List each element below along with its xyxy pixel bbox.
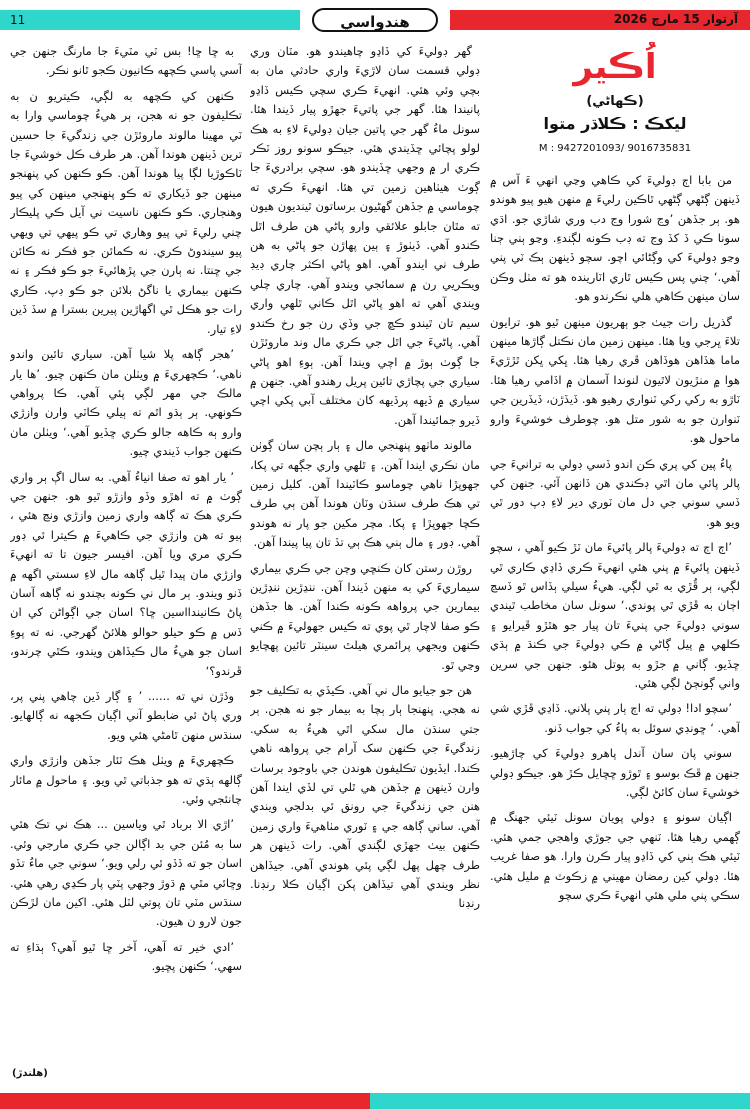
masthead-logo: هندواسي — [312, 8, 438, 32]
continued-marker: (هلندڙ) — [12, 1068, 48, 1079]
page-header — [0, 0, 750, 36]
paragraph: ’اڙي الا برباد ٿي وياسين ... هڪ ني تڪ هئي سا به مُئن جي بد اڳالن جي ڪري مارجي وئي. اسان جو ته ڏڏو ئي رلي ويو.‘ سوني جي ماءُ تڏو وڇائي مٿي ۾ ڌوڙ وجهي پٽي پار ڪڍي رهي هئي. سنڌس مٽي تان پوتي لٽل هئي. اکين مان لڙڪن جون لارو ن هيون. — [10, 817, 242, 929]
paragraph: ’هجر ڳاهه پلا شيا آهن. سياري تائين واندو ناهي.‘ ڪچهريءَ ۾ ويٺلن مان ڪنهن چيو. ’ها يار مالڪ جي مهر لڳي پئي آهي. ڪا پرواهي ڪونهي. ٻر ٻڌو اٿم ته ٻيلي ڪاٽي وارن وازڙي وارو ٻه ڪاهه جالو ڪري ڇڏيو آهي.‘ ويٺلن مان ڪنهن جواب ڏيندي چيو. — [10, 347, 242, 459]
column-middle — [250, 42, 480, 1082]
paragraph: روڙن رستن کان ڪنڇي وچن جي ڪري بيماري سيماريءَ کي به منهن ڏيندا آهن. ننڍڙين ننڍڙين بيمارين جي پرواهه ڪونه ڪندا آهن. ها جڏهن ڪو صفا لاچار ٿي پوي ته ڪيس جهوليءَ ۾ ڪني ڪنهن ويجهي پرائمري هيلٿ سينٽر تائين پهچايو وڃي ٿو. — [250, 560, 480, 672]
page-number: 11 — [10, 13, 26, 27]
story-title: اُڪير — [573, 47, 657, 87]
paragraph: گهر ڊوليءَ کي ڏاڍو چاهيندو هو. مٽان وري ڊولي قسمت سان لاڙيءَ واري حادثي مان به بچي وئي هئي. انهيءَ ڪري سچي ڪيس ڏاڍو پانيندا هئا. گهر جي پاتيءَ جهڙو پيار ڏيندا هئا. سونل ماءُ گهر جي پاتين جيان ڊوليءَ لاءِ به هڪ لولو پچائي ڇڏيندي هئي. جيڪو سونو روز ٽڪر ڪري ار ۾ وجهي ڇڏيندو هو. سچي برادريءَ جا ڳوٺ هيٺاهين زمين تي هئا. انهيءَ ڪري ته چوماسي ۾ جڏهن گهڻيون برساتون ٿينديون هيون ته مٿان جابلو علائقي وارو پاڻي هن طرف اٿل ڪندو آهي. ڏيٺوڙ ۽ ٻين پهاڙن جو پاڻي به هن طرف ني ايندو آهي. اهو پاڻي اڪثر چاري ڊيڊ ويڪريي رن ۾ سمائجي ويندو آهي. چاري چلي ويندي آهي ته اهو پاڻي اٿل ڪاني ٿلهي واري سيم تان ٿيندو ڪڇ جي وڏي رن جو رخ ڪندو آهي. پاڻيءَ جي اٿل جي ڪري مال وند ماروئڙن جا ڳوٺ ٻوڙ ۾ اچي ويندا آهن. ٻوءِ اهو پاڻي سياري جي پچاڙي تائين پريل رهندو آهي. جنهن ۾ سياري ۾ ڏيهه پرڏيهه کان مختلف آبي پکي اچي ڏيرو جمائيندا آهن. — [250, 44, 480, 427]
header-teal-band — [0, 10, 300, 30]
paragraph: من بابا اڄ ڊوليءَ کي ڪاهي وڃي انهي ءَ آس ۾ ڏينهن ڳڻهي ڳڻهي ٿاڪين رليءَ ۾ منهن هيو پيو هوندو هو. ٻر جڏهن ’وڃ شورا وڃ دب وري شاڙي جو. اڌي سونا ڪي ڏ کڏ وڃ ته ڊب ڪونه لڳندءِ. وڃو ٻني ڄنا وڃو ڊوليءَ کي وڳڻائي اچو. سچو ڏينهن ٻڪ ٽي پني آهي.‘ چني پس ڪيس ٿاري اٽارينده هو ته مٺل وڪن سان مينهن ڪاهي هلي نڪرندو هو. — [490, 172, 740, 304]
paragraph: هن جو جيايو مال ني آهي. ڪيڏي به تڪليف جو نه هجي. پنهنجا ٻار ٻچا به بيمار جو نه هجن. ٻر جتي سنڌن مال سکي اٿي هيءُ به سکي. زندگيءَ جي ڪنهن سک آرام جي پرواهه ناهي ڪندا. ايڏيون تڪليفون هوندن جي باوجود برسات وارن ڏينهن ۾ جڏهن هي ٿلي تي لڏي ايندا آهن هنن جي زندگيءَ جي رونق ئي بدلجي ويندي آهي. ساني ڳاهه جي ۽ ٽوري مٺاهيءَ واري زمين ڪنهن بيٺ جهڙي لڳندي آهي. رات ڏينهن هر طرف چهل پهل لڳي پئي هوندي آهي. جيڏاهن نظر ويندي آهي تيڏاهن پکن اڳيان ڪلا رنڊنا. رنڊنا — [250, 683, 480, 911]
footer-teal-band — [370, 1093, 750, 1109]
issue-date: آرتوار 15 مارچ 2026 — [613, 12, 738, 26]
paragraph: ’اڄ اڄ ته ڊوليءَ پالر پائيءَ مان ٽڙ ڪيو آهي ، سچو ڏينهن پائيءَ ۾ پني هئي انهيءَ ڪري ڏاڍي ڪاري ٿي لڳي، ٻر ڦُڙي به ٿي لڳي. هيءُ سيلي ٻڏاس ٿو ڏسڃ اڄان به ڦڙي ٿي پوندي.‘ سونل سان مخاطب ٿيندي سوني ڊوليءَ جي پنيءَ تان پيار جو هٿڙو ڦيرايو ۽ ڪلهي ۾ پيل ڳاڻي ۾ ڪي ڊوليءَ جي ڪنڌ ۾ ٻڌي ڇڏيو. ڳاني ۾ جڙو به پوتل هئو. جنهن جي سرين واني ڳونڄڻ لڳي هئي. — [490, 540, 740, 690]
paragraph: ڪنهن کي ڪچهه به لڳي، ڪيتريو ن به تڪليفون جو نه هجن، ٻر هيءُ چوماسي وارا به ٽي مهينا مالوند ماروئڙن جي زندگيءَ جا حسين ترين ڏينهن هوندا آهن. هر طرف ڪل خوشيءَ جا ٽاڪوڙيا لڳا پيا هوندا آهن. ڪو ڪنهن کي پنهنجو مينهن جو ڏيکاري ته ڪو پنهنجي مينهن کي پيو وهنجاري. ڪو ڪنهن ناسيت ني آيل ڪي پليڪار چني رليءَ تي پيو وهاري تي ڪو پيهي تي ويهي پيو سيندوڻ ڪري. نه ڪمائن جو فڪر نه ڪائن جي ڇنتا. نه ٻارن جي پڙهائيءَ جو ڪو فڪر ۽ نه ڪنهن بيماري يا ناگڻ بلائن جو ڪو ڊپ. ڪاري رات جو هڪل ٿي اگهاڙين پيرين بسترا ۾ سڏ ڏين لاءِ تيار. — [10, 88, 242, 336]
story-genre: (ڪهاڻي) — [586, 94, 644, 109]
paragraph: به ڇا ڇا! بس ٽي مٽيءَ جا مارنگ جنهن جي آسي پاسي ڪچهه ڪانيون ڪجو ٿانو نڪر. — [10, 44, 242, 78]
page-footer — [0, 1085, 750, 1109]
paragraph: ’ادي خير ته آهي، آخر ڇا ٿيو آهي؟ ٻڌاءِ ته سهي.‘ ڪنهن پڇيو. — [10, 939, 242, 974]
story-author: ليکڪ : ڪلاڌر متوا — [543, 114, 687, 134]
paragraph: پاءُ پين کي پري ڪن اندو ڏسي ڊولي به ترانيءَ جي پالر پائي مان اٿي ڊڪندي هن ڏانهن آئي. جنهن کي ڏسي سوني جي دل مان ٽوري دير لاءِ ڊپ دور ٿي ويو هو. — [490, 456, 740, 529]
paragraph: ’ يار اهو ته صفا انياءُ آهي. به سال اڳ ٻر واري ڳوٺ ۾ ته اهڙو وڏو وازڙو ٿيو هو. جنهن جي ڪري هڪ ته ڳاهه واري زمين وازڙي ونڃ هئي ، ٻيو ته هن وازڙي جي ڪاهيءَ ۾ ڪيترا ئي ڊور ڪري مري ويا آهن. افيسر جيون تا ته انهيءَ وازڙي مان پيدا ٿيل ڳاهه مال لاءِ سستي اگهه ۾ ڏنو ويندو. ٻر مال ني ڪونه بچندو نه ڳاهه آسان پاڻ ڪانيندااسين ڇا؟ اسان جي اڳواڻن کي ان ڏس ۾ ڪو حيلو حوالو هلائڻ گهرجي. نه ته پوءِ اسان جو هيءُ مال ڪيڏاهن ويندو، ڪٿي چرندو، ڦرندو؟‘ — [10, 469, 242, 678]
paragraph: گذريل رات جيٺ جو ٻهريون مينهن ٿيو هو. ترايون تلاءَ ڀرجي ويا هئا. مينهن زمين مان نڪتل ڳاڙها مينهن ماما هڏاهن هوڏاهن ڦري رهيا هئا. ڀکي ڀکن ٿڙڙيءَ هوا ۾ منڙيون لاٿيون لنوندا آسمان ۾ اڏامي رهيا هئا. ٽاڙو به رکي رکي ٽنواري رهيو هو. ڏيڏڙن، ڏيڏرين جي ٽنوارن جو به شور متل هو. چوطرف خوشيءَ وارو ماحول هو. — [490, 314, 740, 446]
column-right — [490, 42, 740, 1082]
column-left — [10, 42, 242, 1082]
paragraph: مالوند ماٺهو پنهنجي مال ۽ ٻار ٻچن سان ڳوٺن مان نڪري ايندا آهن. ۽ ٿلهي واري جڳهه تي پکا، جهوپڙا ناهي چوماسو ڪاٽيندا آهن. کليل زمين تي هڪ طرف سنڌن وٽان هوندا آهن ٻي طرف ڪچا جهوپڙا ۽ پکا. مچر مکين جو پار نه هوندو آهي. ڊور ۽ مال ٻني هڪ ٻي تڏ تان پيا پيندا آهن. — [250, 438, 480, 550]
author-phone: M : 9427201093/ 9016735831 — [538, 143, 692, 155]
paragraph: سوني پان سان آندل پاهرو ڊوليءَ کي چاڙهيو. جنهن ۾ ڦڪ بوسو ۽ ٿوڙو ڇڇايل ڪڙ هو. جيڪو ڊولي خوشيءَ سان کائڻ لڳي. — [490, 746, 740, 799]
paragraph: ’سچو ادا! ڊولي ته اڄ ٻار پني پلاني. ڏاڍي ڦڙي شي آهي. ‘ ڇونڊي سوئل به پاءُ کي جواب ڏنو. — [490, 701, 740, 735]
paragraph: وڏڙن ني ته ...... ’ ۽ ڳار ڏين چاهي پني پر، وري پاڻ ئي ضابطو آني اڳيان ڪجهه نه ڳالهايو. سنڌس منهن ٿامڻي هئي ويو. — [10, 689, 242, 742]
footer-red-band — [0, 1093, 370, 1109]
paragraph: اڳيان سونو ۽ ڊولي پويان سونل ٽيئي جهنگ ۾ ڳهمي رهيا هئا. ٽنهي جي جوڙي واهجي جمي هئي. ٽيئي هڪ ٻني کي ڏاڍو پيار ڪرن وارا. هو صفا غريب هئا. ڊولي کين رمضان مهيني ۾ زڪوٽ ۾ مليل هئي. سڪي پني ملي هئي انهيءَ ڪري سچو — [490, 810, 740, 903]
paragraph: ڪچهريءَ ۾ ويٺل هڪ ٽئار جڏهن وازڙي واري ڳالهه ٻڌي ته هو جذباتي ٿي ويو. ۽ ماحول ۾ مائار چانئجي وئي. — [10, 753, 242, 807]
